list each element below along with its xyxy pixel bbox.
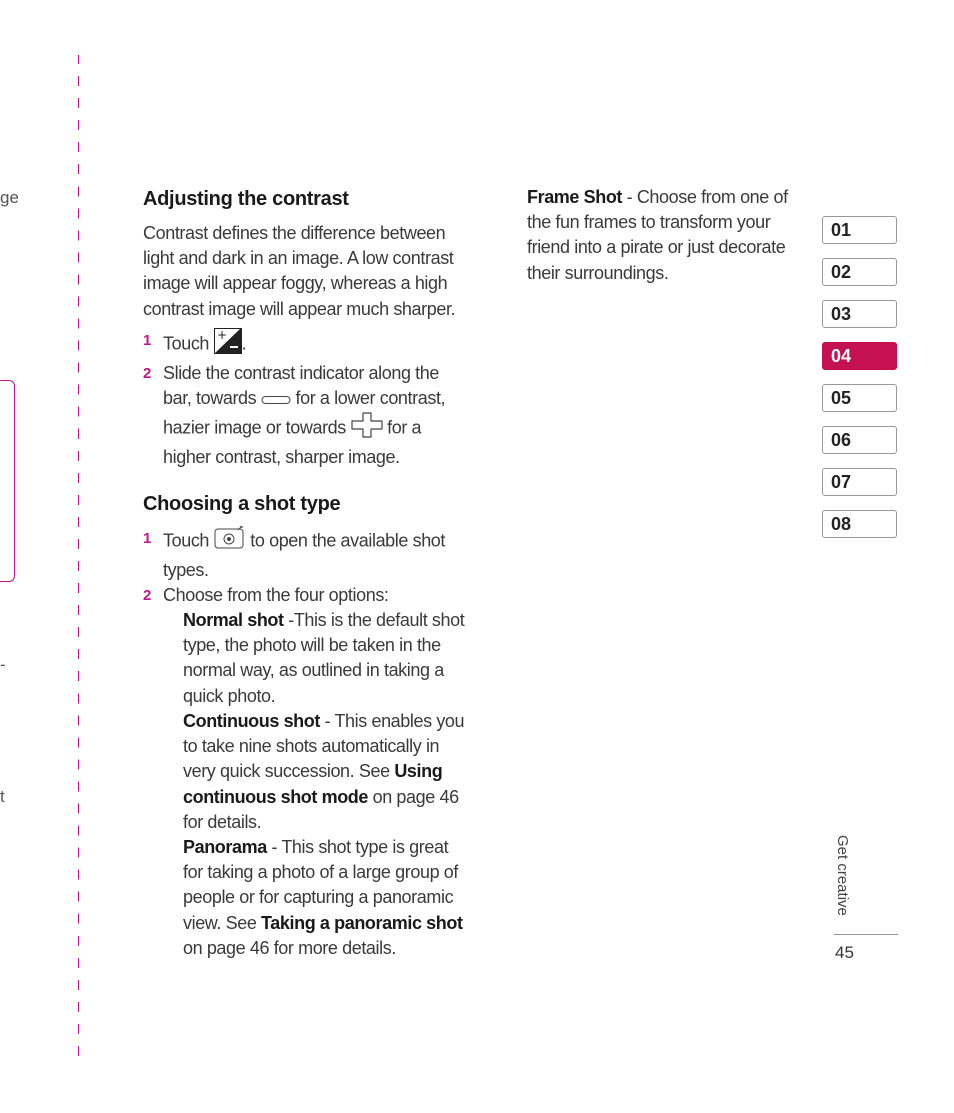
right-column — [527, 185, 802, 286]
chapter-tab-08[interactable]: 08 — [822, 510, 897, 538]
chapter-tabs — [822, 216, 897, 552]
shot-step-1 — [143, 526, 468, 582]
option-title: Normal shot — [183, 610, 284, 631]
chapter-tab-02[interactable]: 02 — [822, 258, 897, 286]
option-title: Panorama — [183, 836, 267, 857]
plus-cross-icon — [351, 412, 383, 445]
step-number: 1 — [143, 331, 151, 349]
page-number: 45 — [835, 943, 854, 962]
option-title: Continuous shot — [183, 710, 320, 731]
step-number: 2 — [143, 586, 151, 604]
step-text: Touch — [163, 530, 210, 551]
cross-reference: Taking a panoramic shot — [261, 912, 463, 933]
contrast-step-2 — [143, 361, 468, 470]
page-number-rule — [834, 934, 898, 935]
step-text: Touch — [163, 333, 210, 354]
step-text: to open the available shot types. — [163, 530, 446, 580]
camera-shot-icon[interactable] — [214, 526, 246, 557]
option-normal-shot: Normal shot -This is the default shot type, the photo will be taken in the normal way, as outlined in taking a quick photo. — [183, 610, 465, 706]
chapter-tab-07[interactable]: 07 — [822, 468, 897, 496]
step-number: 1 — [143, 530, 151, 548]
edge-fragment: ge — [0, 188, 19, 207]
minus-bar-icon — [261, 387, 291, 412]
cross-reference: Using continuous shot mode — [183, 761, 443, 807]
contrast-intro: Contrast defines the difference between light and dark in an image. A low contrast image will appear foggy, whereas a high contrast image will appear much sharper. — [143, 223, 456, 319]
shot-step-2 — [143, 583, 468, 608]
step-text: Choose from the four options: — [163, 584, 389, 605]
chapter-tab-04-active[interactable]: 04 — [822, 342, 897, 370]
step-text: for a lower contrast, hazier image or towards — [163, 388, 446, 438]
svg-text:+: + — [216, 327, 227, 342]
option-frame-shot: Frame Shot - Choose from one of the fun frames to transform your friend into a pirate or just decorate their surroundings. — [527, 187, 788, 283]
option-continuous-shot: Continuous shot - This enables you to take nine shots automatically in very quick succession. See Using continuous shot mode on page 46 for details. — [183, 710, 465, 832]
edge-fragment: - — [0, 655, 6, 674]
heading-adjusting-contrast: Adjusting the contrast — [143, 188, 349, 210]
previous-page-box-edge — [0, 380, 15, 582]
contrast-step-1: 1 Touch + . — [143, 328, 468, 361]
chapter-tab-03[interactable]: 03 — [822, 300, 897, 328]
section-label: Get creative — [834, 835, 851, 916]
step-text: for a higher contrast, sharper image. — [163, 417, 422, 468]
dashed-margin-line — [78, 55, 79, 1060]
step-number: 2 — [143, 365, 151, 383]
option-panorama: Panorama - This shot type is great for taking a photo of a large group of people or for capturing a panoramic view. See Taking a panoramic shot on page 46 for more details. — [183, 836, 463, 958]
chapter-tab-01[interactable]: 01 — [822, 216, 897, 244]
edge-fragment: t — [0, 787, 5, 806]
heading-choosing-shot-type: Choosing a shot type — [143, 493, 341, 516]
left-column — [143, 186, 468, 961]
contrast-icon[interactable] — [214, 328, 242, 361]
chapter-tab-06[interactable]: 06 — [822, 426, 897, 454]
step-text: Slide the contrast indicator along the bar, towards — [163, 363, 439, 409]
option-title: Frame Shot — [527, 187, 623, 207]
chapter-tab-05[interactable]: 05 — [822, 384, 897, 412]
